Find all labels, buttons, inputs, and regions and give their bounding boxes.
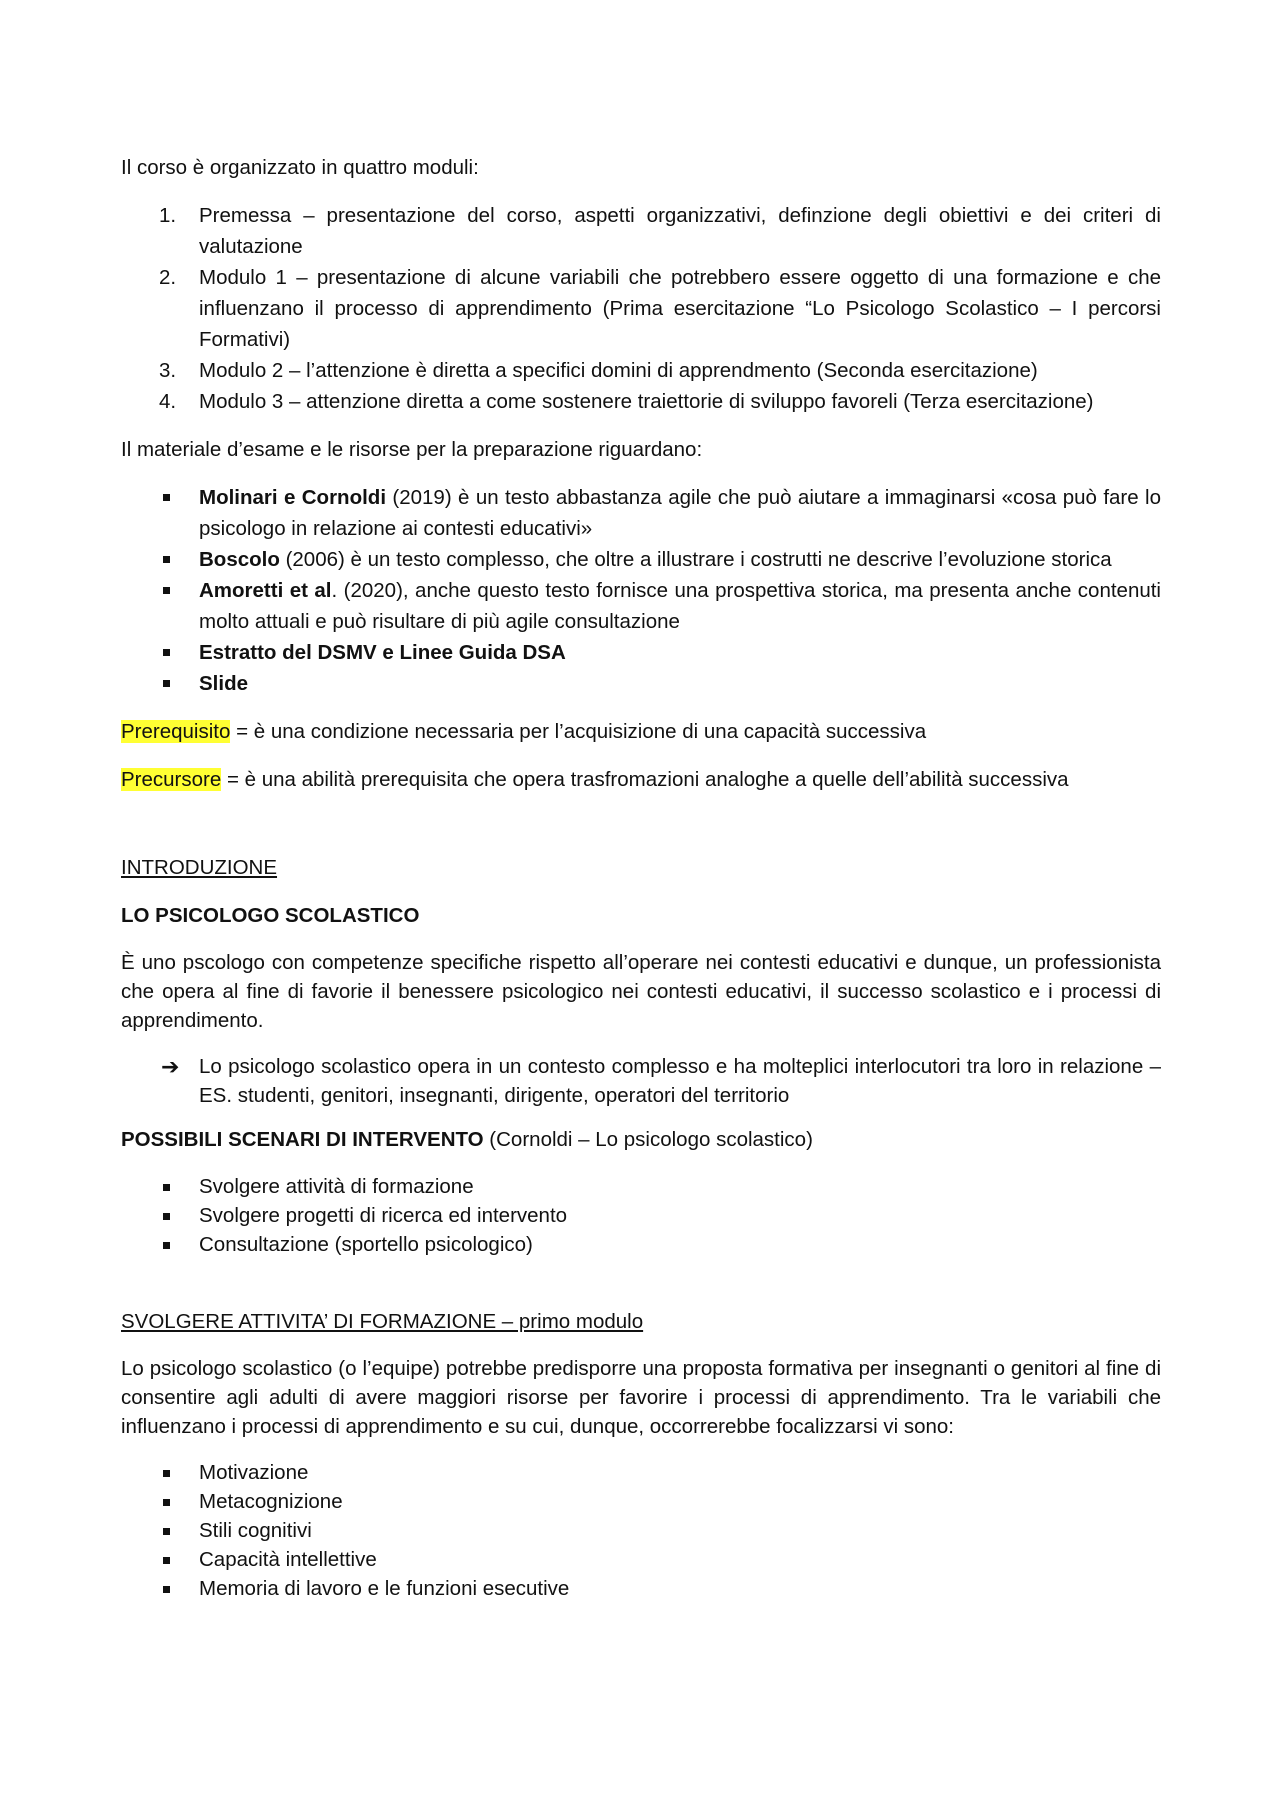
heading-reference: (Cornoldi – Lo psicologo scolastico) [483, 1128, 813, 1151]
spacer [121, 1276, 1161, 1306]
section-heading-introduzione: INTRODUZIONE [121, 856, 278, 879]
list-item [199, 1201, 1161, 1230]
list-item [199, 668, 1161, 699]
list-item [199, 575, 1161, 637]
list-item [199, 544, 1161, 575]
list-item [159, 262, 1161, 355]
bullet-icon [163, 1184, 170, 1191]
list-item [199, 1458, 1161, 1487]
item-text: Motivazione [199, 1461, 309, 1484]
bullet-icon [163, 680, 170, 687]
bullet-icon [163, 1213, 170, 1220]
scenari-heading [121, 1124, 1161, 1155]
bullet-icon [163, 1499, 170, 1506]
bullet-icon [163, 1528, 170, 1535]
bullet-icon [163, 494, 170, 501]
list-item [159, 386, 1161, 417]
item-text: Modulo 1 – presentazione di alcune variabili che potrebbero essere oggetto di una formazione e che influenzano il processo di apprendimento (Prima esercitazione “Lo Psicologo Scolastico – I percorsi Formativi) [199, 266, 1161, 351]
definition-precursore [121, 764, 1161, 795]
formazione-paragraph: Lo psicologo scolastico (o l’equipe) potrebbe predisporre una proposta formativa per insegnanti o genitori al fine di consentire agli adulti di avere maggiori risorse per favorire i processi di apprendimento. Tra le variabili che influenzano i processi di apprendimento e su cui, dunque, occorrerebbe focalizzarsi vi sono: [121, 1357, 1161, 1438]
item-number: 1. [159, 204, 177, 227]
item-text: (2006) è un testo complesso, che oltre a illustrare i costrutti ne descrive l’evoluzione storica [279, 548, 1112, 571]
item-bold: Molinari e Cornoldi [199, 486, 387, 509]
list-item [199, 1545, 1161, 1574]
list-item [199, 1574, 1161, 1603]
item-bold: Boscolo [199, 548, 280, 571]
definition-text: = è una condizione necessaria per l’acquisizione di una capacità successiva [230, 720, 927, 743]
list-item [199, 1516, 1161, 1545]
highlighted-term: Precursore [121, 768, 222, 791]
spacer [121, 812, 1161, 852]
item-text: Stili cognitivi [199, 1519, 312, 1542]
list-item [199, 1172, 1161, 1201]
arrow-right-icon: ➔ [161, 1054, 180, 1079]
definition-text: = è una abilità prerequisita che opera trasfromazioni analoghe a quelle dell’abilità successiva [221, 768, 1069, 791]
item-text: (2019) è un testo abbastanza agile che può aiutare a immaginarsi «cosa può fare lo psicologo in relazione ai contesti educativi» [199, 486, 1161, 540]
heading-text: LO PSICOLOGO SCOLASTICO [121, 904, 420, 927]
item-text: Premessa – presentazione del corso, aspetti organizzativi, definzione degli obiettivi e dei criteri di valutazione [199, 204, 1161, 258]
item-number: 3. [159, 359, 177, 382]
item-text: Memoria di lavoro e le funzioni esecutive [199, 1577, 570, 1600]
materials-intro: Il materiale d’esame e le risorse per la preparazione riguardano: [121, 438, 703, 461]
item-text: Metacognizione [199, 1490, 343, 1513]
bullet-icon [163, 1586, 170, 1593]
variabili-list [121, 1458, 1161, 1603]
highlighted-term: Prerequisito [121, 720, 231, 743]
list-item [199, 637, 1161, 668]
item-text: Capacità intellettive [199, 1548, 377, 1571]
item-bold: Estratto del DSMV e Linee Guida DSA [199, 641, 566, 664]
section-heading-formazione: SVOLGERE ATTIVITA’ DI FORMAZIONE – primo modulo [121, 1310, 644, 1333]
item-number: 2. [159, 266, 177, 289]
list-item [159, 200, 1161, 262]
item-text: Consultazione (sportello psicologico) [199, 1233, 533, 1256]
list-item [199, 1230, 1161, 1259]
list-item [199, 1487, 1161, 1516]
item-text: Modulo 3 – attenzione diretta a come sostenere traiettorie di sviluppo favoreli (Terza esercitazione) [199, 390, 1094, 413]
materials-list [121, 482, 1161, 699]
course-intro-line: Il corso è organizzato in quattro moduli: [121, 156, 479, 179]
bullet-icon [163, 1242, 170, 1249]
list-item [199, 482, 1161, 544]
item-text: Svolgere attività di formazione [199, 1175, 474, 1198]
bullet-icon [163, 587, 170, 594]
item-text: Modulo 2 – l’attenzione è diretta a specifici domini di apprendmento (Seconda esercitazione) [199, 359, 1038, 382]
psicologo-paragraph: È uno pscologo con competenze specifiche rispetto all’operare nei contesti educativi e dunque, un professionista che opera al fine di favorie il benessere psicologico nei contesti educativi, il successo scolastico e i processi di apprendimento. [121, 951, 1161, 1032]
item-text: Svolgere progetti di ricerca ed intervento [199, 1204, 568, 1227]
modules-list [121, 200, 1161, 417]
bullet-icon [163, 1470, 170, 1477]
scenari-list [121, 1172, 1161, 1259]
document-page [121, 152, 1161, 1620]
item-number: 4. [159, 390, 177, 413]
heading-text: POSSIBILI SCENARI DI INTERVENTO [121, 1128, 484, 1151]
item-bold: Amoretti et al [199, 579, 332, 602]
definition-prerequisito [121, 716, 1161, 747]
bullet-icon [163, 556, 170, 563]
item-text: . (2020), anche questo testo fornisce una prospettiva storica, ma presenta anche contenuti molto attuali e può risultare di più agile consultazione [199, 579, 1161, 633]
section-heading-psicologo [121, 900, 1161, 931]
bullet-icon [163, 649, 170, 656]
arrow-note-text: Lo psicologo scolastico opera in un contesto complesso e ha molteplici interlocutori tra loro in relazione – ES. studenti, genitori, insegnanti, dirigente, operatori del territorio [199, 1055, 1161, 1107]
list-item [159, 355, 1161, 386]
arrow-note [121, 1052, 1161, 1110]
item-bold: Slide [199, 672, 248, 695]
bullet-icon [163, 1557, 170, 1564]
